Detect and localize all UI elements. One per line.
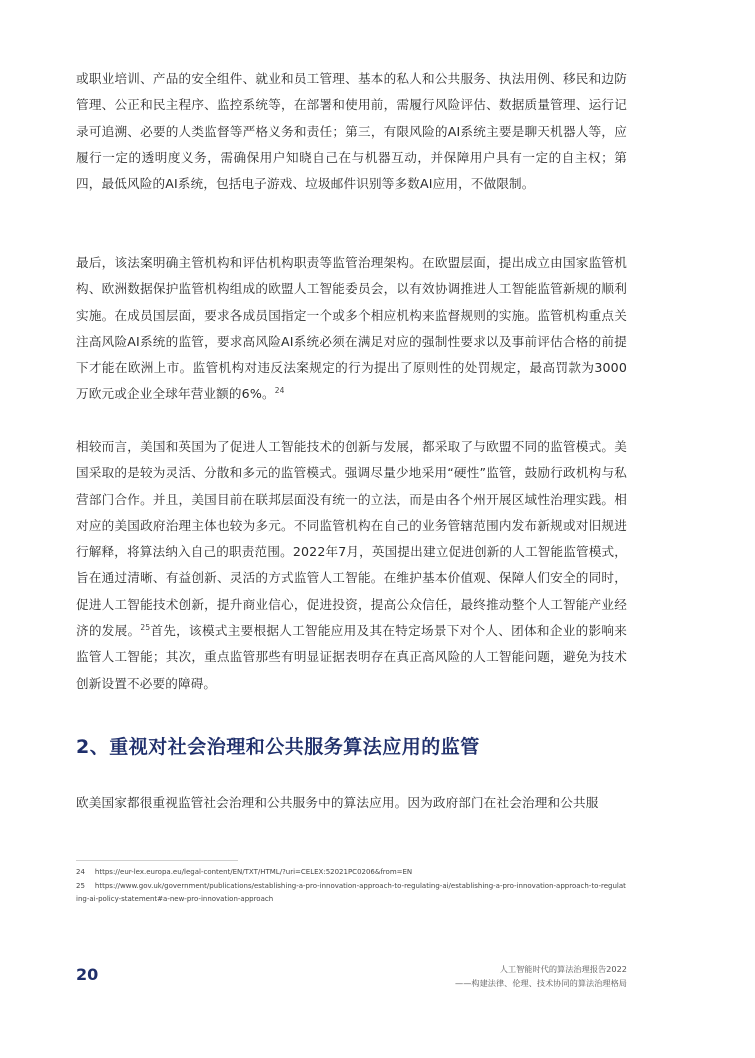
footnote-link[interactable]: https://www.gov.uk/government/publications/establishing-a-pro-innovation-approach-to-regulating-ai/establishing-a-pro-innovation-approach-to-regulating-ai-policy-statement#a-new-pro-innovation-approach xyxy=(76,881,626,903)
paragraph-governance-structure xyxy=(76,250,627,408)
footnote-link[interactable]: https://eur-lex.europa.eu/legal-content/EN/TXT/HTML/?uri=CELEX:52021PC0206&from=EN xyxy=(94,868,413,876)
running-title xyxy=(455,962,627,990)
footnote-number: 24 xyxy=(76,868,85,876)
paragraph-us-uk-comparison xyxy=(76,434,627,697)
paragraph-public-services-text: 欧美国家都很重视监管社会治理和公共服务中的算法应用。因为政府部门在社会治理和公共服 xyxy=(76,795,599,810)
footnote-divider xyxy=(76,860,238,861)
footnote-25 xyxy=(76,880,627,907)
section-heading: 2、重视对社会治理和公共服务算法应用的监管 xyxy=(76,736,480,758)
footnote-ref-25[interactable]: 25 xyxy=(140,622,151,632)
footnote-24 xyxy=(76,866,627,880)
main-body xyxy=(76,66,627,697)
paragraph-public-services xyxy=(76,790,636,816)
paragraph-risk-tiers-text: 或职业培训、产品的安全组件、就业和员工管理、基本的私人和公共服务、执法用例、移民和边防管理、公正和民主程序、监控系统等，在部署和使用前，需履行风险评估、数据质量管理、运行记录可追溯、必要的人类监督等严格义务和责任；第三，有限风险的AI系统主要是聊天机器人等，应履行一定的透明度义务，需确保用户知晓自己在与机器互动，并保障用户具有一定的自主权；第四，最低风险的AI系统，包括电子游戏、垃圾邮件识别等多数AI应用，不做限制。 xyxy=(76,71,627,192)
paragraph-governance-text: 最后，该法案明确主管机构和评估机构职责等监管治理架构。在欧盟层面，提出成立由国家监管机构、欧洲数据保护监管机构组成的欧盟人工智能委员会，以有效协调推进人工智能监管新规的顺利实施。在成员国层面，要求各成员国指定一个或多个相应机构来监督规则的实施。监管机构重点关注高风险AI系统的监管，要求高风险AI系统必须在满足对应的强制性要求以及事前评估合格的前提下才能在欧洲上市。监管机构对违反法案规定的行为提出了原则性的处罚规定，最高罚款为3000万欧元或企业全球年营业额的6%。 xyxy=(76,255,627,402)
footnote-ref-24[interactable]: 24 xyxy=(274,386,285,396)
footnotes xyxy=(76,866,627,907)
paragraph-us-uk-text-b: 首先，该模式主要根据人工智能应用及其在特定场景下对个人、团体和企业的影响来监管人工智能；其次，重点监管那些有明显证据表明存在真正高风险的人工智能问题，避免为技术创新设置不必要的障碍。 xyxy=(76,623,627,691)
footnote-number: 25 xyxy=(76,881,85,890)
running-title-line2: ——构建法律、伦理、技术协同的算法治理格局 xyxy=(455,978,627,988)
paragraph-us-uk-text-a: 相较而言，美国和英国为了促进人工智能技术的创新与发展，都采取了与欧盟不同的监管模式。美国采取的是较为灵活、分散和多元的监管模式。强调尽量少地采用“硬性”监管，鼓励行政机构与私营部门合作。并且，美国目前在联邦层面没有统一的立法，而是由各个州开展区域性治理实践。相对应的美国政府治理主体也较为多元。不同监管机构在自己的业务管辖范围内发布新规或对旧规进行解释，将算法纳入自己的职责范围。2022年7月，英国提出建立促进创新的人工智能监管模式，旨在通过清晰、有益创新、灵活的方式监管人工智能。在维护基本价值观、保障人们安全的同时，促进人工智能技术创新，提升商业信心，促进投资，提高公众信任，最终推动整个人工智能产业经济的发展。 xyxy=(76,439,627,639)
paragraph-risk-tiers xyxy=(76,66,627,224)
running-title-line1: 人工智能时代的算法治理报告2022 xyxy=(499,964,627,974)
page-number: 20 xyxy=(76,965,99,984)
